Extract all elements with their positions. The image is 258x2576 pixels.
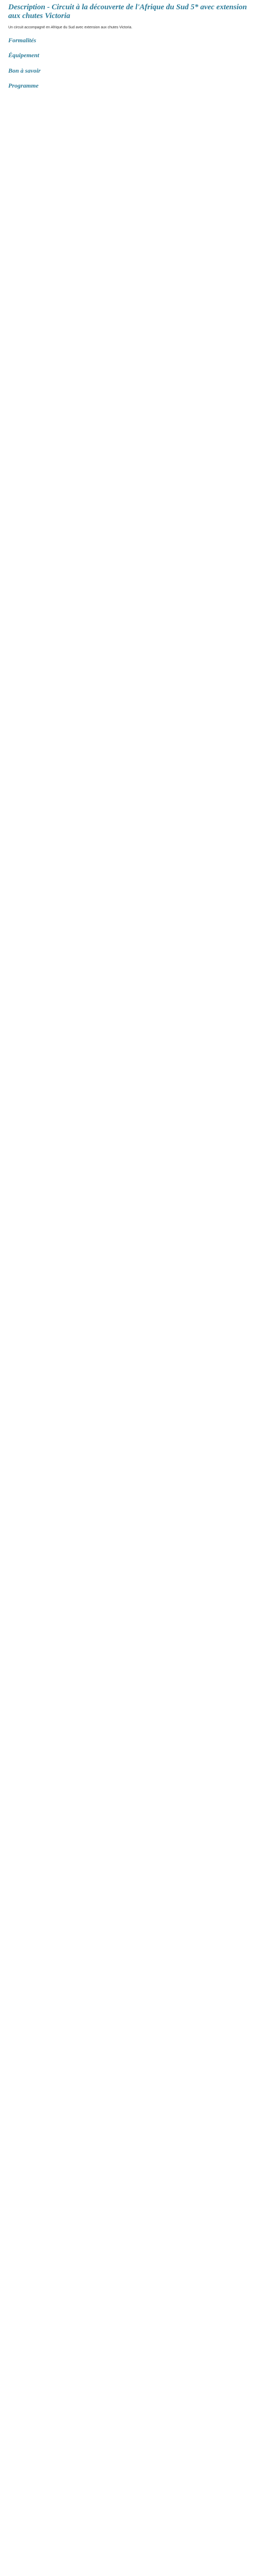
page-container [0,0,258,98]
section-heading: Formalités [8,36,37,44]
intro-paragraph: Un circuit accompagné en Afrique du Sud avec extension aux chutes Victoria. [8,25,133,29]
section-heading: Bon à savoir [8,66,41,74]
section-heading: Programme [8,82,39,90]
section-heading: Équipement [8,52,40,59]
page-title: Description - Circuit à la découverte de l'Afrique du Sud 5* avec extension aux chutes Victoria [8,3,247,21]
sections-container [8,36,250,91]
